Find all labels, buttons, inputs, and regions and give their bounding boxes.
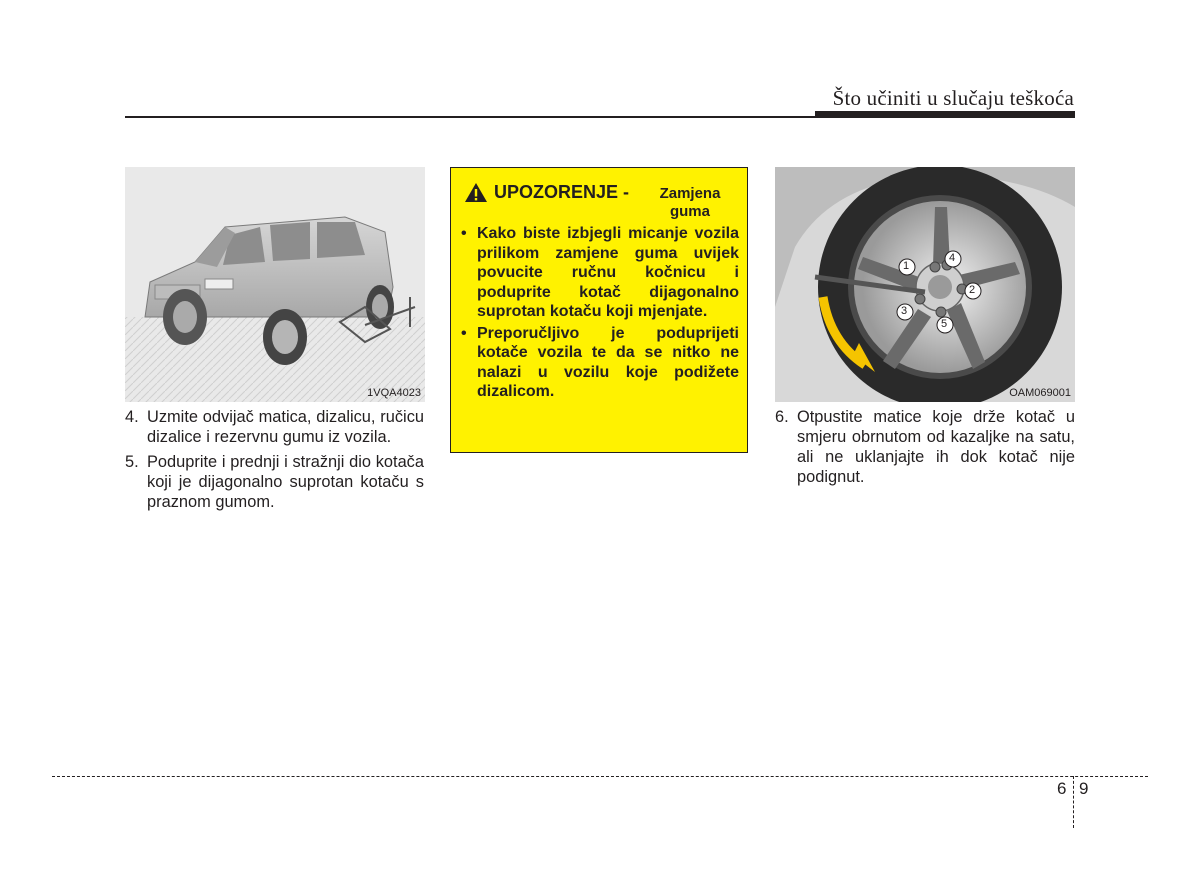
step-text: Otpustite matice koje drže kotač u smjeru obrnutom od kazaljke na satu, ali ne uklanjajte ih dok kotač nije podignut. xyxy=(797,408,1075,486)
warning-title: UPOZORENJE - xyxy=(494,182,630,202)
step-text: Uzmite odvijač matica, dizalicu, ručicu dizalice i rezervnu gumu iz vozila. xyxy=(147,408,424,446)
bullet: • xyxy=(461,225,467,242)
lug-number-label: 1 xyxy=(903,260,910,272)
step-number: 5. xyxy=(125,453,139,471)
warning-subtitle: Zamjena guma xyxy=(659,185,721,220)
warning-box xyxy=(450,167,748,453)
warning-list xyxy=(461,224,739,404)
warning-item xyxy=(461,224,739,322)
lug-number-label: 5 xyxy=(941,318,948,330)
step-number: 6. xyxy=(775,408,789,426)
lug-number-label: 3 xyxy=(901,305,908,317)
bullet: • xyxy=(461,324,467,342)
instruction-step xyxy=(775,407,1075,487)
step-text: Poduprite i prednji i stražnji dio kotača koji je dijagonalno suprotan kotaču s praznom gumom. xyxy=(147,453,424,511)
step-number: 4. xyxy=(125,408,139,426)
page-number: 9 xyxy=(1079,779,1089,798)
warning-item xyxy=(461,324,739,402)
warning-triangle-icon xyxy=(464,182,488,203)
wheel-lug-nut-illustration xyxy=(775,167,1075,402)
figure-code-label: 1VQA4023 xyxy=(367,387,421,399)
instruction-list-left xyxy=(125,407,424,517)
figure-code-label: OAM069001 xyxy=(1009,387,1071,399)
lug-number-label: 2 xyxy=(969,284,976,296)
footer-divider xyxy=(52,776,1148,777)
instruction-step xyxy=(125,407,424,447)
chapter-number: 6 xyxy=(1057,779,1067,798)
instruction-step xyxy=(125,452,424,512)
lug-number-label: 4 xyxy=(949,252,956,264)
car-jack-illustration xyxy=(125,167,425,402)
page-header-title: Što učiniti u slučaju teškoća xyxy=(832,86,1074,110)
header-rule-accent xyxy=(815,111,1075,118)
warning-item-text: Preporučljivo je poduprijeti kotače vozila te da se nitko ne nalazi u vozilu koje podižete dizalicom. xyxy=(477,324,739,400)
warning-item-text: Kako biste izbjegli micanje vozila prilikom zamjene guma uvijek povucite ručnu kočnicu i poduprite kotač dijagonalno suprotan kotaču koji mjenjate. xyxy=(477,225,739,320)
instruction-list-right xyxy=(775,407,1075,492)
header-rule xyxy=(125,116,815,118)
footer-page-separator xyxy=(1073,776,1074,828)
